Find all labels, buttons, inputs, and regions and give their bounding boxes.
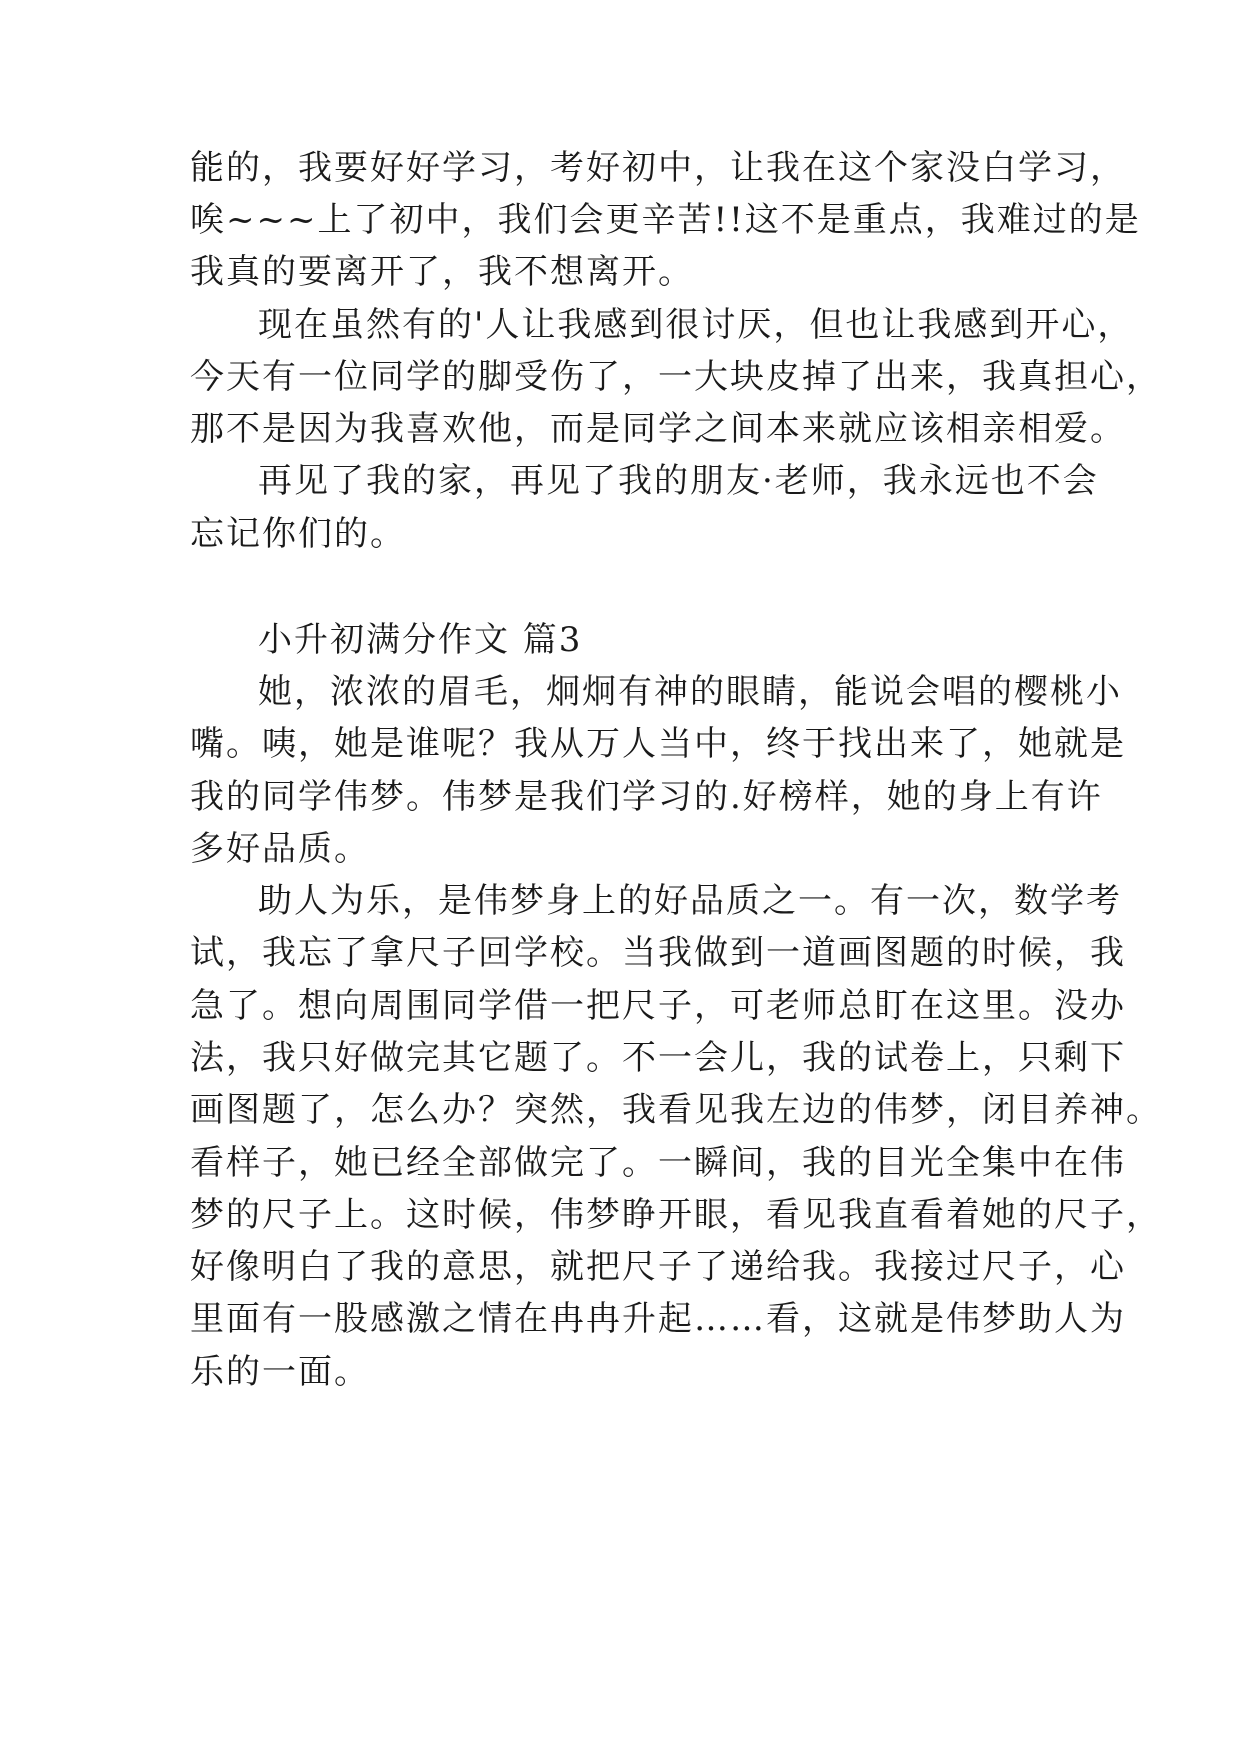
paragraph-line: 画图题了，怎么办？突然，我看见我左边的伟梦，闭目养神。: [190, 1090, 1162, 1130]
paragraph-line: 里面有一股感激之情在冉冉升起……看，这就是伟梦助人为: [190, 1299, 1126, 1339]
paragraph-line: 梦的尺子上。这时候，伟梦睁开眼，看见我直看着她的尺子，: [190, 1195, 1162, 1235]
paragraph-line: 嘴。咦，她是谁呢？我从万人当中，终于找出来了，她就是: [190, 724, 1126, 764]
document-page: [190, 0, 1162, 1754]
paragraph-line: 她，浓浓的眉毛，炯炯有神的眼睛，能说会唱的樱桃小: [258, 672, 1122, 712]
paragraph-line: 法，我只好做完其它题了。不一会儿，我的试卷上，只剩下: [190, 1038, 1126, 1078]
paragraph-line: 乐的一面。: [190, 1352, 370, 1392]
paragraph-line: 再见了我的家，再见了我的朋友·老师，我永远也不会: [258, 461, 1099, 501]
paragraph-line: 今天有一位同学的脚受伤了，一大块皮掉了出来，我真担心，: [190, 357, 1162, 397]
paragraph-line: 我真的要离开了，我不想离开。: [190, 252, 694, 292]
section-heading: 小升初满分作文 篇3: [258, 620, 583, 660]
paragraph-line: 助人为乐，是伟梦身上的好品质之一。有一次，数学考: [258, 881, 1122, 921]
paragraph-line: 忘记你们的。: [190, 514, 406, 554]
paragraph-line: 看样子，她已经全部做完了。一瞬间，我的目光全集中在伟: [190, 1143, 1126, 1183]
paragraph-line: 急了。想向周围同学借一把尺子，可老师总盯在这里。没办: [190, 986, 1126, 1026]
paragraph-line: 能的，我要好好学习，考好初中，让我在这个家没白学习，: [190, 148, 1126, 188]
paragraph-line: 多好品质。: [190, 829, 370, 869]
paragraph-line: 唉~~~上了初中，我们会更辛苦!!这不是重点，我难过的是: [190, 200, 1141, 240]
paragraph-line: 现在虽然有的'人让我感到很讨厌，但也让我感到开心，: [258, 305, 1134, 345]
paragraph-line: 试，我忘了拿尺子回学校。当我做到一道画图题的时候，我: [190, 933, 1126, 973]
paragraph-line: 好像明白了我的意思，就把尺子了递给我。我接过尺子，心: [190, 1247, 1126, 1287]
paragraph-line: 我的同学伟梦。伟梦是我们学习的.好榜样，她的身上有许: [190, 777, 1103, 817]
paragraph-line: 那不是因为我喜欢他，而是同学之间本来就应该相亲相爱。: [190, 409, 1126, 449]
